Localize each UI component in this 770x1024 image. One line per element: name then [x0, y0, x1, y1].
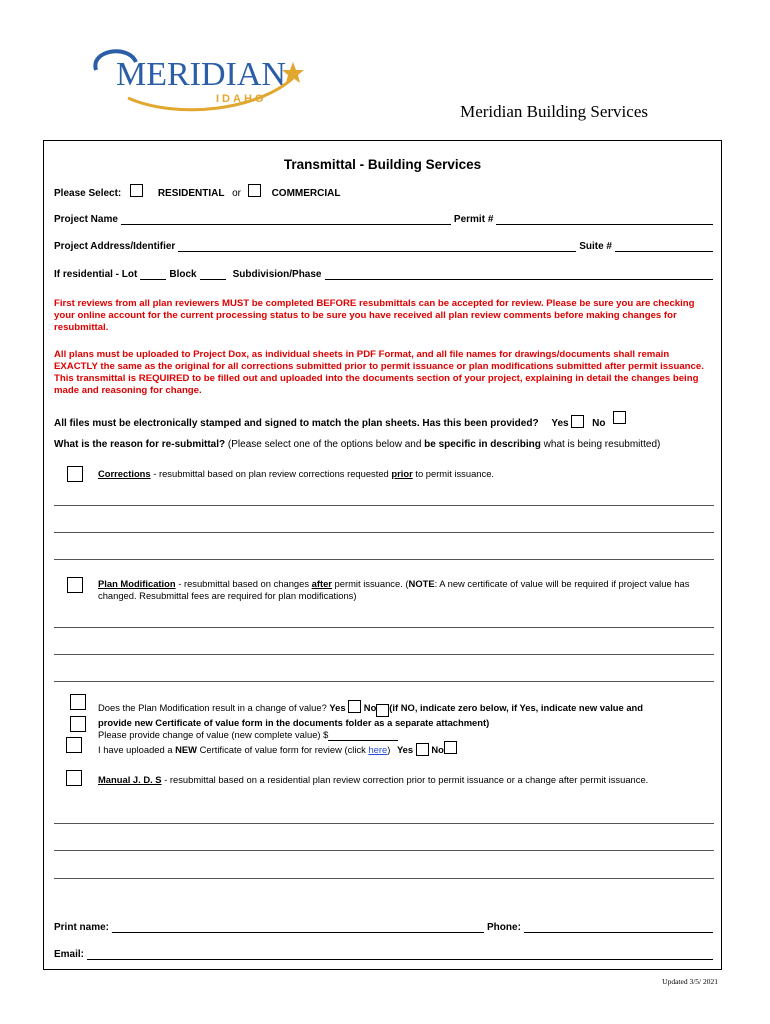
upload-new: NEW	[175, 744, 198, 756]
manual-jds-option	[98, 774, 723, 786]
meridian-logo	[88, 40, 318, 114]
permit-label: Permit #	[453, 214, 494, 225]
lot-row	[54, 269, 716, 280]
value-change-checkbox[interactable]	[70, 694, 86, 710]
block-field[interactable]	[200, 269, 226, 280]
reason-emphasis: be specific in describing	[424, 439, 541, 450]
value-yes-label: Yes	[329, 702, 346, 713]
manual-jds-checkbox[interactable]	[66, 770, 82, 786]
value-no-label: No	[363, 702, 377, 713]
email-field[interactable]	[87, 949, 713, 960]
value-no-checkbox[interactable]	[376, 704, 389, 717]
value-amount-field[interactable]	[328, 731, 398, 741]
value-change-block	[98, 700, 723, 757]
stamped-question-row	[54, 411, 626, 429]
updated-date: Updated 3/5/ 2021	[662, 977, 718, 986]
plan-modification-title: Plan Modification	[98, 578, 176, 589]
residential-label: RESIDENTIAL	[157, 188, 225, 199]
planmod-text: - resubmittal based on changes	[175, 578, 312, 589]
reason-label: What is the reason for re-submittal?	[54, 439, 226, 450]
corrections-text-end: to permit issuance.	[412, 468, 495, 479]
reason-instruction-end: what is being resubmitted)	[543, 439, 661, 450]
planmod-after: after	[311, 578, 332, 589]
corrections-title: Corrections	[98, 468, 151, 479]
value-amount-checkbox[interactable]	[70, 716, 86, 732]
email-label: Email:	[54, 949, 85, 960]
project-name-row	[54, 214, 716, 225]
commercial-label: COMMERCIAL	[271, 188, 341, 199]
permit-field[interactable]	[496, 214, 713, 225]
form-title: Transmittal - Building Services	[283, 157, 482, 172]
stamped-no-label: No	[592, 418, 606, 429]
stamped-no-checkbox[interactable]	[613, 411, 626, 424]
plan-modification-line[interactable]	[54, 627, 714, 628]
lot-label: If residential - Lot	[54, 269, 138, 280]
plan-modification-line[interactable]	[54, 654, 714, 655]
project-name-label: Project Name	[54, 214, 118, 225]
planmod-text-c: : A new certificate of value will be required if project value has changed. Resubmittal fees are required for plan modifications)	[98, 578, 690, 601]
value-if-text: (if NO, indicate zero below, if Yes, indicate new value and	[389, 702, 644, 713]
commercial-checkbox[interactable]	[248, 184, 261, 197]
upload-no-label: No	[431, 744, 444, 756]
planmod-note: NOTE	[408, 578, 435, 589]
form-border	[43, 140, 722, 970]
reason-question	[54, 439, 660, 450]
phone-label: Phone:	[487, 922, 521, 933]
print-name-label: Print name:	[54, 922, 110, 933]
stamped-question: All files must be electronically stamped and signed to match the plan sheets. Has this been provided?	[54, 418, 539, 429]
logo-wordmark: MERIDIAN	[116, 56, 286, 93]
corrections-checkbox[interactable]	[67, 466, 83, 482]
block-label: Block	[169, 269, 197, 280]
phone-field[interactable]	[524, 922, 713, 933]
subdivision-label: Subdivision/Phase	[232, 269, 322, 280]
corrections-option	[98, 468, 723, 480]
residential-checkbox[interactable]	[130, 184, 143, 197]
upload-no-checkbox[interactable]	[444, 741, 457, 754]
address-label: Project Address/Identifier	[54, 241, 176, 252]
certificate-upload-checkbox[interactable]	[66, 737, 82, 753]
please-select-label: Please Select:	[54, 188, 122, 199]
upload-text-b: Certificate of value form for review (click	[197, 744, 369, 756]
manual-jds-title: Manual J. D. S	[98, 774, 162, 785]
value-certificate-text: provide new Certificate of value form in the documents folder as a separate attachment)	[98, 717, 490, 728]
email-row	[54, 949, 716, 960]
print-name-field[interactable]	[112, 922, 484, 933]
upload-yes-label: Yes	[396, 744, 414, 756]
plan-modification-checkbox[interactable]	[67, 577, 83, 593]
value-question: Does the Plan Modification result in a change of value?	[98, 702, 327, 713]
plan-modification-option	[98, 578, 723, 602]
value-yes-checkbox[interactable]	[348, 700, 361, 713]
value-amount-label: Please provide change of value (new complete value) $	[98, 729, 329, 741]
or-label: or	[232, 188, 242, 199]
project-name-field[interactable]	[121, 214, 451, 225]
stamped-yes-checkbox[interactable]	[571, 415, 584, 428]
corrections-line[interactable]	[54, 559, 714, 560]
suite-label: Suite #	[579, 241, 612, 252]
reason-instruction: (Please select one of the options below and	[227, 439, 422, 450]
corrections-prior: prior	[391, 468, 413, 479]
manual-jds-line[interactable]	[54, 850, 714, 851]
upload-text-c: )	[387, 744, 391, 756]
manual-jds-line[interactable]	[54, 878, 714, 879]
notice-project-dox: All plans must be uploaded to Project Dox, as individual sheets in PDF Format, and all file names for drawings/documents shall remain EXACTLY the same as the original for all corrections submitted prior to permit issuance or plan modifications submitted after permit issuance. This transmittal is REQUIRED to be filled out and uploaded into the documents section of your project, explaining in detail the changes being made and reasoning for change.	[54, 349, 704, 396]
corrections-line[interactable]	[54, 505, 714, 506]
planmod-text-b: permit issuance. (	[331, 578, 409, 589]
upload-yes-checkbox[interactable]	[416, 743, 429, 756]
address-row	[54, 241, 716, 252]
manual-jds-text: - resubmittal based on a residential plan review correction prior to permit issuance or a change after permit issuance.	[161, 774, 649, 785]
lot-field[interactable]	[140, 269, 166, 280]
corrections-line[interactable]	[54, 532, 714, 533]
stamped-yes-label: Yes	[551, 418, 569, 429]
certificate-form-link[interactable]: here	[368, 744, 388, 756]
plan-modification-line[interactable]	[54, 681, 714, 682]
manual-jds-line[interactable]	[54, 823, 714, 824]
address-field[interactable]	[178, 241, 576, 252]
suite-field[interactable]	[615, 241, 713, 252]
logo-state: IDAHO	[216, 93, 267, 105]
notice-first-reviews: First reviews from all plan reviewers MUST be completed BEFORE resubmittals can be accepted for review. Please be sure you are checking your online account for the current processing status to be sure you have received all plan review comments before making changes for resubmittal.	[54, 298, 695, 333]
subdivision-field[interactable]	[325, 269, 714, 280]
corrections-text: - resubmittal based on plan review corrections requested	[150, 468, 392, 479]
upload-text: I have uploaded a	[98, 744, 176, 756]
building-type-row	[54, 184, 716, 199]
print-name-row	[54, 922, 716, 933]
department-title: Meridian Building Services	[460, 102, 648, 121]
